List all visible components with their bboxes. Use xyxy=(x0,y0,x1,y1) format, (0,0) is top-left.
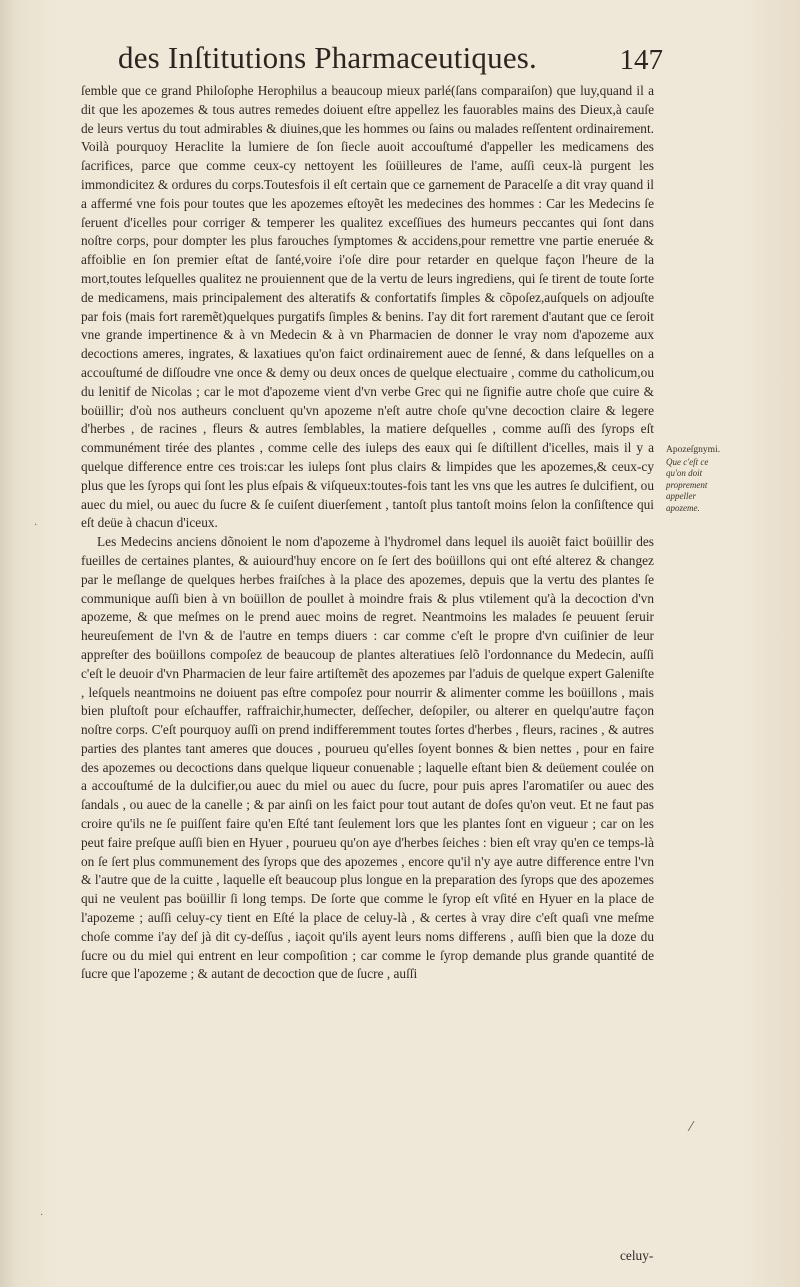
margin-note-gloss: Que c'eſt ce qu'on doit proprement appeller apozeme. xyxy=(666,456,709,513)
catchword: celuy- xyxy=(620,1248,654,1263)
paragraph-2: Les Medecins anciens dõnoient le nom d'apozeme à l'hydromel dans lequel ils auoiẽt faict boüillir des fueilles de certaines plantes, & auiourd'huy encore on ſe ſert des boüillons qui ont eſté alterez & changez par le meſlange de quelques herbes fraiſches à la place des apozemes, depuis que la vertu des plantes ſe communique auſſi bien à vn boüillon de poullet à moindre frais & plus vtilement qu'à la decoction d'vn apozeme, & que meſmes on le prend auec moins de regret. Neantmoins les malades ſe peuuent ſeruir heureuſement de l'vn & de l'autre en temps diuers : car comme c'eſt le propre d'vn cuiſinier de leur appreſter des boüillons compoſez de beaucoup de plantes alteratiues ſelõ l'ordonnance du Medecin, auſſi c'eſt le deuoir d'vn Pharmacien de leur faire artiſtemẽt des apozemes par l'aduis de quelque expert Galeniſte , leſquels neantmoins ne doiuent pas eſtre compoſez pour nourrir & alimenter comme les boüillons , mais bien pluſtoſt pour eſchauffer, raffraichir,humecter, deſſecher, deſopiler, ou alterer en quelqu'autre façon noſtre corps. C'eſt pourquoy auſſi on prend indifferemment toutes ſortes d'herbes , fleurs, racines , & autres parties des plantes tant ameres que douces , pourueu qu'elles ſoyent bonnes & bien nettes , pour en faire des apozemes ou decoctions dans quelque liqueur conuenable ; laquelle eſtant bien & deüement coulée on a accouſtumé de la dulcifier,ou auec du miel ou auec du ſucre, pour puis apres l'aromatiſer ou auec des ſandals , ou auec de la canelle ; & par ainſi on les faict pour tout autant de doſes qu'on veut. Et ne faut pas croire qu'ils ne ſe puiſſent faire qu'en Eſté tant ſeulement lors que les plantes ſont en vigueur ; car on les peut faire preſque auſſi bien en Hyuer , pourueu qu'on aye d'herbes ſeiches : bien eſt vray qu'en ce temps-là on ſe ſert plus communement des ſyrops que des apozemes , encore qu'il n'y aye autre difference entre l'vn & l'autre que de la cuitte , laquelle eſt beaucoup plus longue en la preparation des ſyrops que des apozemes qui ne veulent pas boüillir ſi long temps. De ſorte que comme le ſyrop eſt vſité en Hyuer en la place de l'apozeme ; auſſi celuy-cy tient en Eſté la place de celuy-là , & certes à vray dire c'eſt quaſi vne meſme choſe comme i'ay deſ jà dit cy-deſſus , iaçoit qu'ils ayent leurs noms differens , auſſi bien que la doze du ſucre ou du miel qui entrent en leur compoſition ; car comme le ſyrop demande plus grande quantité de ſucre que l'apozeme ; & autant de decoction que de ſucre , auſſi xyxy=(81,534,654,982)
margin-dot: · xyxy=(40,1210,44,1221)
paragraph-1: ſemble que ce grand Philoſophe Herophilus a beaucoup mieux parlé(ſans comparaiſon) que luy,quand il a dit que les apozemes & tous autres remedes doiuent eſtre appellez les fauorables mains des Dieux,à cauſe de leurs vertus du tout admirables & diuines,que les hommes ou ſains ou malades reſſentent ordinairement. Voilà pourquoy Heraclite la lumiere de ſon ſiecle auoit accouſtumé d'appeller les medicamens des ſacrifices, parce que comme ceux-cy nettoyent les ſoüilleures de l'ame, auſſi ceux-là purgent les immondicitez & ordures du corps.Toutesfois il eſt certain que ce garnement de Paracelſe a dit vray quand il a affermé vne fois pour toutes que les apozemes eſtoyẽt les medecines des hommes : Car les Medecins ſe ſeruent d'icelles pour corriger & temperer les qualitez exceſſiues des humeurs peccantes qui ſont dans noſtre corps, pour dompter les plus farouches ſymptomes & accidens,pour remettre vne partie eneruée & affoiblie en ſon premier eſtat de ſanté,voire i'oſe dire pour retarder en quelque façon l'heure de la mort,toutes leſquelles qualitez ne prouiennent que de la vertu de leurs ingrediens, qui ſe tirent de toute ſorte de medicamens, mais principalement des alteratifs & confortatifs ſimples & cõpoſez,auſquels on adjouſte par fois (mais fort raremẽt)quelques purgatifs ſimples & benins. I'ay dit fort rarement d'autant que ce ſeroit vne grande impertinence & à vn Medecin & à vn Pharmacien de donner le vray nom d'apozeme aux decoctions ameres, ingrates, & laxatiues qu'on faict ordinairement auec de ſenné, & dans leſquelles on a accouſtumé de diſſoudre vne once & demy ou deux onces de quelque electuaire , comme du catholicum,ou du lenitif de Nicolas ; car le mot d'apozeme vient d'vn verbe Grec qui ne ſignifie autre choſe que cuire & boüillir; d'où nos autheurs concluent qu'vn apozeme n'eſt autre choſe qu'vne decoction claire & legere d'herbes , de racines , fleurs & autres ſemblables, la matiere deſquelles , comme auſſi des ſyrops eſt communément tirée des plantes , comme celle des iuleps des eaux qui ſe diſtillent d'icelles, mais il y a quelque difference entre ces trois:car les iuleps ſont plus clairs & limpides que les apozemes,& ceux-cy plus que les ſyrops qui ſont les plus eſpais & viſqueux:toutes-fois tant les vns que les autres ſe dulcifient, ou auec du miel, ou auec du ſucre & ſe cuiſent diuerſement , tantoſt plus tantoſt moins ſelon la conſiſtence qui eſt deüe à chacun d'iceux. xyxy=(81,83,654,531)
margin-note xyxy=(666,445,730,514)
margin-note-term: Apozeſgnymi. xyxy=(666,445,721,455)
page-header xyxy=(118,40,663,80)
body-text xyxy=(81,82,654,984)
margin-stroke: ⁄ xyxy=(690,1120,693,1135)
running-title: des Inſtitutions Pharmaceutiques. xyxy=(118,40,537,75)
page-number: 147 xyxy=(619,44,663,76)
margin-dot: · xyxy=(34,520,38,531)
